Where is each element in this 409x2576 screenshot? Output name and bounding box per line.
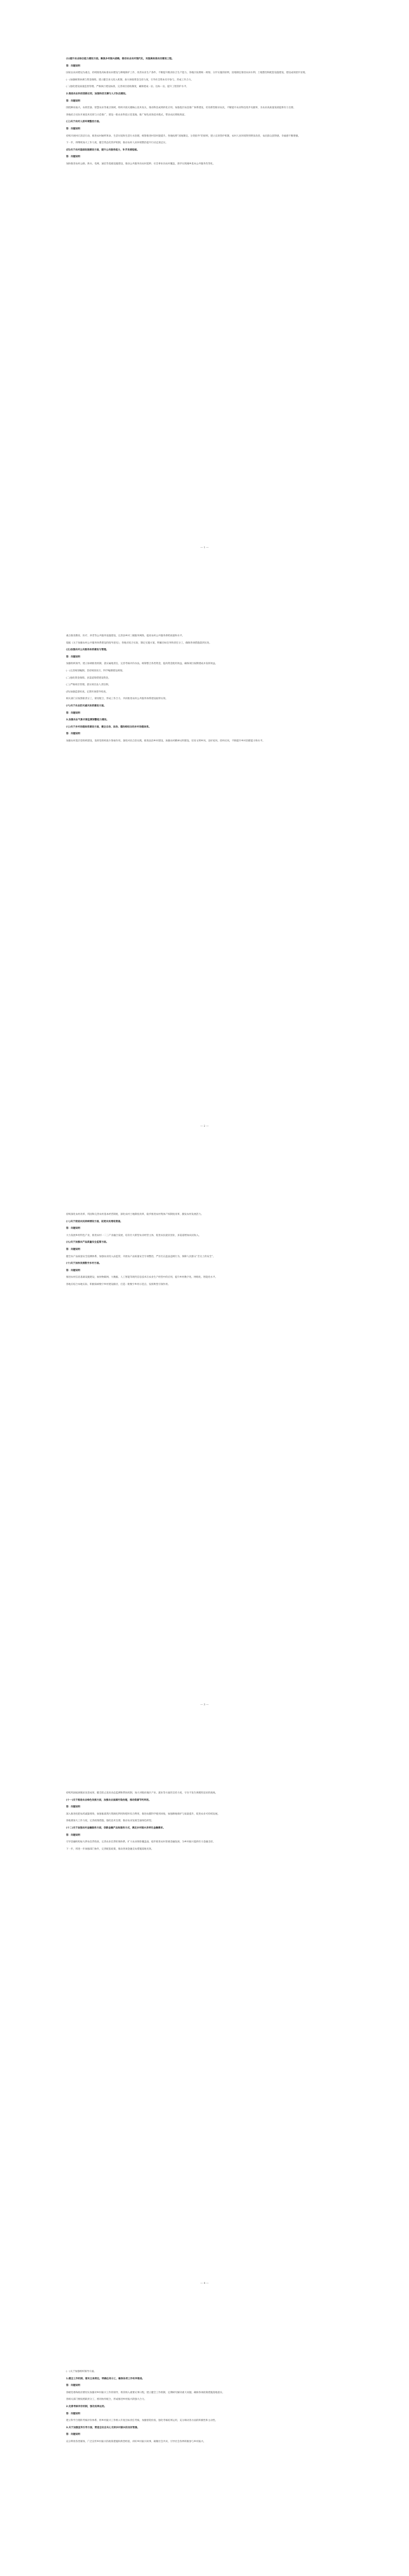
paragraph: 各相关部门要按照职责分工，密切协作配合，形成推进乡村振兴的强大合力。 — [66, 2398, 147, 2401]
page-number: — 1 — — [200, 546, 209, 549]
document-page-5 — [0, 2314, 409, 2576]
paragraph: (二)强化建设质量监督管理。严格执行建设标准，完善项目验收制度，确保建成一亩、达标一亩，提升工程管护水平。 — [66, 86, 189, 89]
paragraph: 答：问题说明 — [66, 127, 80, 130]
paragraph: 持续开展村庄清洁行动，推进农村厕所革命、生活垃圾和生活污水治理，统筹推进村容村貌提升。各地按照“因地制宜、分类指导”的原则，建立长效管护机制，农村人居环境得到明显改善，农民群众获得感、幸福感不断增强。 — [66, 134, 301, 138]
paragraph: 答：问题说明 — [66, 2384, 80, 2387]
paragraph: (一)完善规划编制。坚持规划先行，科学编制建设规划。 — [66, 669, 125, 672]
paragraph: 加快推进农村公路、供水、电网、通信等基础设施建设，推动公共服务向农村延伸、社会事业向农村覆盖，逐步实现城乡基本公共服务均等化。 — [66, 162, 215, 165]
paragraph: 答：问题说明 — [66, 733, 80, 736]
paragraph: 答：问题说明 — [66, 1269, 80, 1272]
paragraph: 各地结合实际开展技术培训与示范推广，建设一批农业科技示范基地，推广绿色高效技术模式，带动农民增收致富。 — [66, 113, 187, 116]
paragraph: 答：问题说明 — [66, 2433, 80, 2436]
paragraph: (二)强化资金保障。多渠道筹措建设资金。 — [66, 676, 111, 680]
paragraph: 下一步，将进一步加强部门协作，完善配套政策，推动各项金融支农措施落地见效。 — [66, 1848, 154, 1851]
page-content — [61, 55, 348, 169]
paragraph: 大力发展乡村特色产业，推进农村一二三产业融合发展，培育壮大新型农业经营主体，促进农民就业创业，多渠道增加农民收入。 — [66, 1234, 201, 1237]
paragraph: (一)关于加强组织领导方面。 — [66, 2370, 96, 2373]
paragraph: 答：问题说明 — [66, 64, 80, 67]
paragraph: (十二)关于加强农村金融服务方面，创新金融产品和服务方式，满足乡村振兴多样化金融需求。 — [66, 1826, 165, 1829]
paragraph: 答：问题说明 — [66, 99, 80, 103]
paragraph: 3.加强农业气象灾害监测预警能力建设。 — [66, 719, 109, 722]
page-content — [61, 1212, 348, 1290]
paragraph: 答：问题说明 — [66, 1834, 80, 1837]
page-content — [61, 634, 348, 746]
paragraph: 围绕种业振兴、农机装备、智慧农业等重点领域，组织开展关键核心技术攻关，推动科技成果转化应用。加强基层农技推广体系建设，培育新型职业农民，不断提升农业科技进步贡献率，为农业高质量发展提供有力支撑。 — [66, 107, 296, 110]
page-content — [61, 2369, 348, 2447]
page-number: — 4 — — [200, 2282, 209, 2285]
paragraph: 答：问题说明 — [66, 156, 80, 159]
paragraph: (三)严格项目管理。落实项目法人责任制。 — [66, 684, 111, 687]
document-page-2 — [0, 579, 409, 1157]
paragraph: 推进农村信息基础设施建设，加快物联网、大数据、人工智能等现代信息技术在农业生产经营中的应用，提升乡村数字化、网络化、智能化水平。 — [66, 1276, 218, 1279]
paragraph: (十一)关于推进农业绿色发展方面，加强农业面源污染治理，推动资源节约利用。 — [66, 1799, 151, 1802]
paragraph: (一)加强统筹协调与资金保障。建立健全多元投入机制，加大财政资金支持力度，引导社会资本有序参与，形成工作合力。 — [66, 78, 194, 81]
paragraph: (三)关于农村人居环境整治方面。 — [66, 121, 101, 124]
paragraph: 重点推进教育、医疗、养老等公共服务设施建设，完善县乡村三级服务网络，提高农村公共服务供给质量和水平。 — [66, 635, 184, 637]
paragraph: (七)关于乡村治理体系建设方面，健全自治、法治、德治相结合的乡村治理体系。 — [66, 725, 151, 728]
paragraph: 1.健全工作机制，落实主体责任，明确任务分工，确保各项工作有序推进。 — [66, 2377, 145, 2380]
paragraph: (九)关于加强农产品质量安全监管方面。 — [66, 1241, 109, 1244]
paragraph: 各级党委和政府要切实加强对乡村振兴工作的领导，将其纳入重要议事日程，建立健全工作机制，定期研究解决重大问题，确保各项政策措施落地落实。 — [66, 2391, 225, 2394]
page-content — [61, 1791, 348, 1854]
paragraph: 健全农产品质量安全追溯体系，加强农业投入品监管，开展农产品质量安全专项整治，严厉打击违法违规行为，保障人民群众“舌尖上的安全”。 — [66, 1255, 215, 1258]
document-page-1 — [0, 0, 409, 579]
paragraph: 引导金融机构加大涉农信贷投放，完善农业信贷担保体系，扩大农业保险覆盖面，稳步推进农村普惠金融发展，为乡村振兴提供有力金融支持。 — [66, 1841, 215, 1844]
paragraph: 依据《关于加强农村公共服务体系建设的指导意见》，各地应结合实际，制定实施方案，明确目标任务和责任分工，确保各项措施落到实处。 — [66, 641, 212, 645]
paragraph: 2.完善考核评价机制，强化结果运用。 — [66, 2405, 107, 2408]
paragraph: 持续深化农村改革，巩固和完善农村基本经营制度，深化农村土地制度改革，稳步推进农村集体产权制度改革，激发农村发展活力。 — [66, 1213, 203, 1216]
paragraph: (六)关于农业防灾减灾体系建设方面。 — [66, 704, 106, 707]
paragraph: (四)加强监督检查。定期开展督导检查。 — [66, 690, 108, 693]
paragraph: (五)加强农村公共服务体系建设与管理。 — [66, 649, 109, 652]
paragraph: 加强农村基层党组织建设，发挥党组织战斗堡垒作用。深化村民自治实践，推进法治乡村建设，加强农村精神文明建设，培育文明乡风、良好家风、淳朴民风，不断提升乡村治理能力和水平。 — [66, 739, 265, 742]
paragraph: (四)关于农村基础设施建设方面，提升公共服务能力，补齐发展短板。 — [66, 148, 140, 151]
paragraph: 各地应结合本地实际，积极探索数字乡村建设路径，打造一批数字乡村示范点，发挥典型引领作用。 — [66, 1283, 171, 1286]
page-number: — 3 — — [200, 1703, 209, 1706]
paragraph: 答：问题说明 — [66, 1227, 80, 1230]
paragraph: 国家以农田建设为重点，持续推进高标准农田建设与耕地保护工作，改善农业生产条件，不断提升粮食综合生产能力。各地区按照统一规划、分步实施的原则，因地制宜推进农田水利、土地整治和配套设施建设，建设成效逐步显现。 — [66, 72, 308, 75]
document-page-3 — [0, 1157, 409, 1736]
document-page-4 — [0, 1736, 409, 2314]
paragraph: 加强组织领导，建立协调推进机制，落实属地责任，完善考核评价办法。统筹整合各类资金，提高资金使用效益，确保项目按期建成并发挥效益。 — [66, 663, 218, 666]
paragraph: 持续巩固拓展脱贫攻坚成果，健全防止返贫动态监测和帮扶机制，加大对脱贫地区产业、就业等方面的支持力度，守住不发生规模性返贫的底线。 — [66, 1792, 218, 1794]
paragraph: 3.关于加强宣传引导方面，营造全社会关心支持乡村振兴的良好氛围。 — [66, 2426, 140, 2429]
paragraph: 深入推进化肥农药减量增效，加强畜禽粪污资源化利用和秸秆综合利用，推进农膜科学使用回收，加强耕地保护与质量提升，促进农业可持续发展。 — [66, 1812, 220, 1816]
paragraph: 答：问题说明 — [66, 655, 80, 658]
paragraph: 2.推进农业科技创新应用，加强科技支撑与人才队伍建设。 — [66, 92, 128, 95]
paragraph: (1)提升农业综合能力建设方面。聚焦乡村振兴战略，推动农业农村现代化，实施高标准农田建设工程。 — [66, 58, 174, 60]
paragraph: 各地要加大工作力度，完善政策措施，强化技术支撑，推动农业发展全面绿色转型。 — [66, 1820, 154, 1823]
paragraph: 充分利用各类媒体，广泛宣传乡村振兴的政策措施和典型经验，讲好乡村振兴故事，凝聚社会共识，引导社会各界积极参与乡村振兴。 — [66, 2440, 206, 2443]
paragraph: 建立科学合理的考核评价体系，将乡村振兴工作纳入年度目标责任考核，加强督促检查，强化考核结果运用，充分调动各方面的积极性和主动性。 — [66, 2419, 218, 2422]
page-number: — 2 — — [200, 1125, 209, 1128]
paragraph: 下一步，将继续加大工作力度，健全常态化管护机制，推动农村人居环境整治提升行动走深走实。 — [66, 142, 168, 145]
paragraph: 相关部门应按照职责分工，密切配合，形成工作合力，共同推进农村公共服务体系建设取得实效。 — [66, 698, 168, 701]
paragraph: 答：问题说明 — [66, 1248, 80, 1251]
paragraph: 答：问题说明 — [66, 711, 80, 715]
paragraph: (十)关于加快发展数字乡村方面。 — [66, 1262, 101, 1265]
paragraph: 答：问题说明 — [66, 2412, 80, 2415]
paragraph: 答：问题说明 — [66, 1806, 80, 1809]
paragraph: (八)关于促进农民持续增收方面，拓宽农民增收渠道。 — [66, 1220, 123, 1223]
